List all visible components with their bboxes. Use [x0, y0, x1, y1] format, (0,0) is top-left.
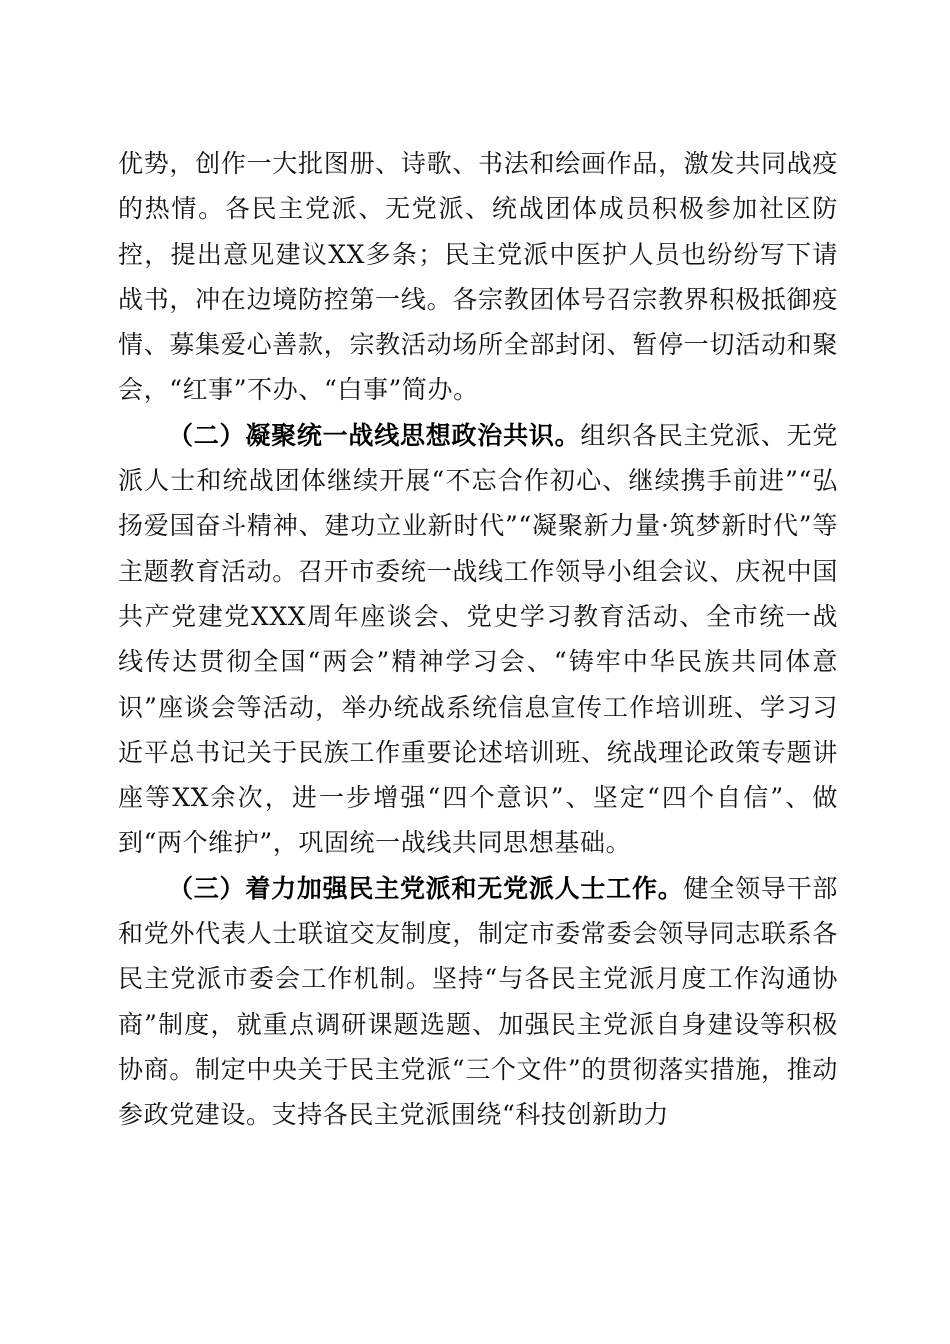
section-3-paragraph — [118, 866, 838, 1138]
section-2-body: 组织各民主党派、无党派人士和统战团体继续开展“不忘合作初心、继续携手前进”“弘扬爱国奋斗精神、建功立业新时代”“凝聚新力量·筑梦新时代”等主题教育活动。召开市委统一战线工作领导小组会议、庆祝中国共产党建党XXX周年座谈会、党史学习教育活动、全市统一战线传达贯彻全国“两会”精神学习会、“铸牢中华民族共同体意识”座谈会等活动，举办统战系统信息宣传工作培训班、学习习近平总书记关于民族工作重要论述培训班、统战理论政策专题讲座等XX余次，进一步增强“四个意识”、坚定“四个自信”、做到“两个维护”，巩固统一战线共同思想基础。 — [118, 420, 838, 858]
section-3-body: 健全领导干部和党外代表人士联谊交友制度，制定市委常委会领导同志联系各民主党派市委会工作机制。坚持“与各民主党派月度工作沟通协商”制度，就重点调研课题选题、加强民主党派自身建设等积极协商。制定中央关于民主党派“三个文件”的贯彻落实措施，推动参政党建设。支持各民主党派围绕“科技创新助力 — [118, 873, 838, 1130]
section-2-heading: （二）凝聚统一战线思想政治共识。 — [168, 420, 581, 450]
section-3-heading: （三）着力加强民主党派和无党派人士工作。 — [168, 873, 684, 903]
section-2-paragraph — [118, 413, 838, 866]
document-body — [118, 141, 838, 1138]
paragraph-continued: 优势，创作一大批图册、诗歌、书法和绘画作品，激发共同战疫的热情。各民主党派、无党派、统战团体成员积极参加社区防控，提出意见建议XX多条；民主党派中医护人员也纷纷写下请战书，冲在边境防控第一线。各宗教团体号召宗教界积极抵御疫情、募集爱心善款，宗教活动场所全部封闭、暂停一切活动和聚会，“红事”不办、“白事”简办。 — [118, 149, 838, 405]
